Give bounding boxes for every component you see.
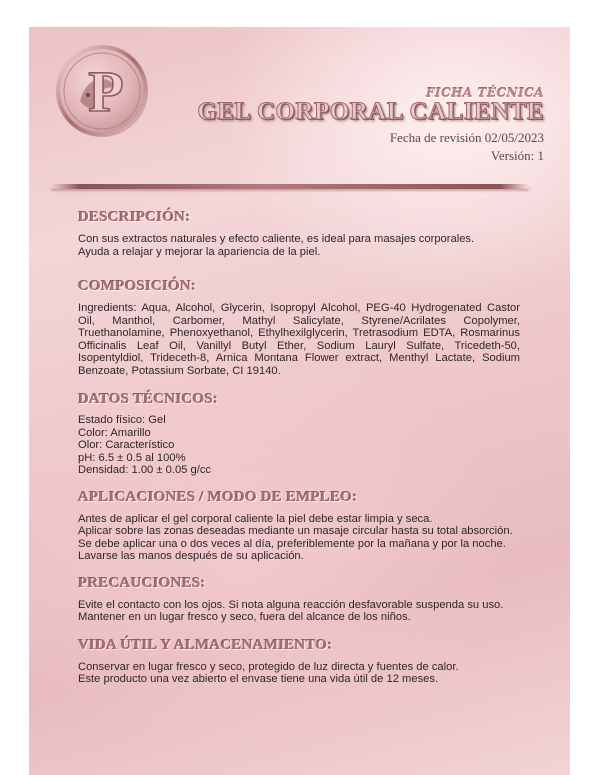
- vida-util-text: [78, 661, 520, 686]
- spec-sheet: [29, 27, 570, 775]
- section-title-descripcion: DESCRIPCIÓN:: [78, 209, 191, 225]
- aplicaciones-line: Se debe aplicar una o dos veces al día, preferiblemente por la mañana y por la noche.: [78, 537, 506, 550]
- dato-estado: Estado físico: Gel: [78, 414, 166, 426]
- precauciones-line: Evite el contacto con los ojos. Si nota alguna reacción desfavorable suspenda su uso.: [78, 598, 504, 611]
- leopard-p-logo-icon: [54, 43, 150, 139]
- header-divider: [51, 184, 529, 189]
- document-header: [197, 86, 544, 164]
- vida-util-line: Conservar en lugar fresco y seco, protegido de luz directa y fuentes de calor.: [78, 660, 459, 673]
- section-title-composicion: COMPOSICIÓN:: [78, 278, 197, 294]
- datos-tecnicos-text: [78, 414, 520, 477]
- precauciones-text: [78, 599, 520, 624]
- composicion-text: Ingredients: Aqua, Alcohol, Glycerin, Isopropyl Alcohol, PEG-40 Hydrogenated Castor Oil, Manthol, Carbomer, Mathyl Salicylate, Styrene/Acrilates Copolymer, Truethanolamine, Phenoxyethanol, Ethylhexilglycerin, Tretrasodium EDTA, Rosmarinus Officinalis Leaf Oil, Vanillyl Butyl Ether, Sodium Lauryl Sulfate, Tricedeth-50, Isopentyldiol, Trideceth-8, Arnica Montana Flower extract, Menthyl Lactate, Sodium Benzoate, Potassium Sorbate, CI 19140.: [78, 302, 520, 377]
- descripcion-line: Con sus extractos naturales y efecto caliente, es ideal para masajes corporales.: [78, 233, 475, 245]
- dato-color: Color: Amarillo: [78, 426, 151, 439]
- section-title-precauciones: PRECAUCIONES:: [78, 574, 206, 591]
- aplicaciones-line: Aplicar sobre las zonas deseadas mediante un masaje circular hasta su total absorción.: [78, 525, 513, 537]
- document-body: [78, 208, 520, 686]
- document-type-label: FICHA TÉCNICA: [425, 86, 544, 100]
- section-title-datos-tecnicos: DATOS TÉCNICOS:: [78, 391, 219, 407]
- vida-util-line: Este producto una vez abierto el envase tiene una vida útil de 12 meses.: [78, 673, 439, 685]
- svg-text:P: P: [88, 59, 124, 124]
- dato-ph: pH: 6.5 ± 0.5 al 100%: [78, 451, 186, 464]
- revision-date: Fecha de revisión 02/05/2023: [389, 130, 544, 145]
- section-title-vida-util: VIDA ÚTIL Y ALMACENAMIENTO:: [78, 636, 333, 653]
- product-title: GEL CORPORAL CALIENTE: [197, 98, 544, 125]
- version-label: Versión: 1: [490, 148, 544, 163]
- section-title-aplicaciones: APLICACIONES / MODO DE EMPLEO:: [78, 488, 358, 505]
- dato-olor: Olor: Característico: [78, 439, 175, 451]
- aplicaciones-line: Lavarse las manos después de su aplicación.: [78, 550, 304, 562]
- aplicaciones-line: Antes de aplicar el gel corporal caliente la piel debe estar limpia y seca.: [78, 512, 433, 525]
- descripcion-text: [78, 233, 520, 258]
- descripcion-line: Ayuda a relajar y mejorar la apariencia de la piel.: [78, 245, 321, 258]
- dato-densidad: Densidad: 1.00 ± 0.05 g/cc: [78, 464, 212, 476]
- aplicaciones-text: [78, 513, 520, 563]
- precauciones-line: Mantener en un lugar fresco y seco, fuera del alcance de los niños.: [78, 611, 411, 623]
